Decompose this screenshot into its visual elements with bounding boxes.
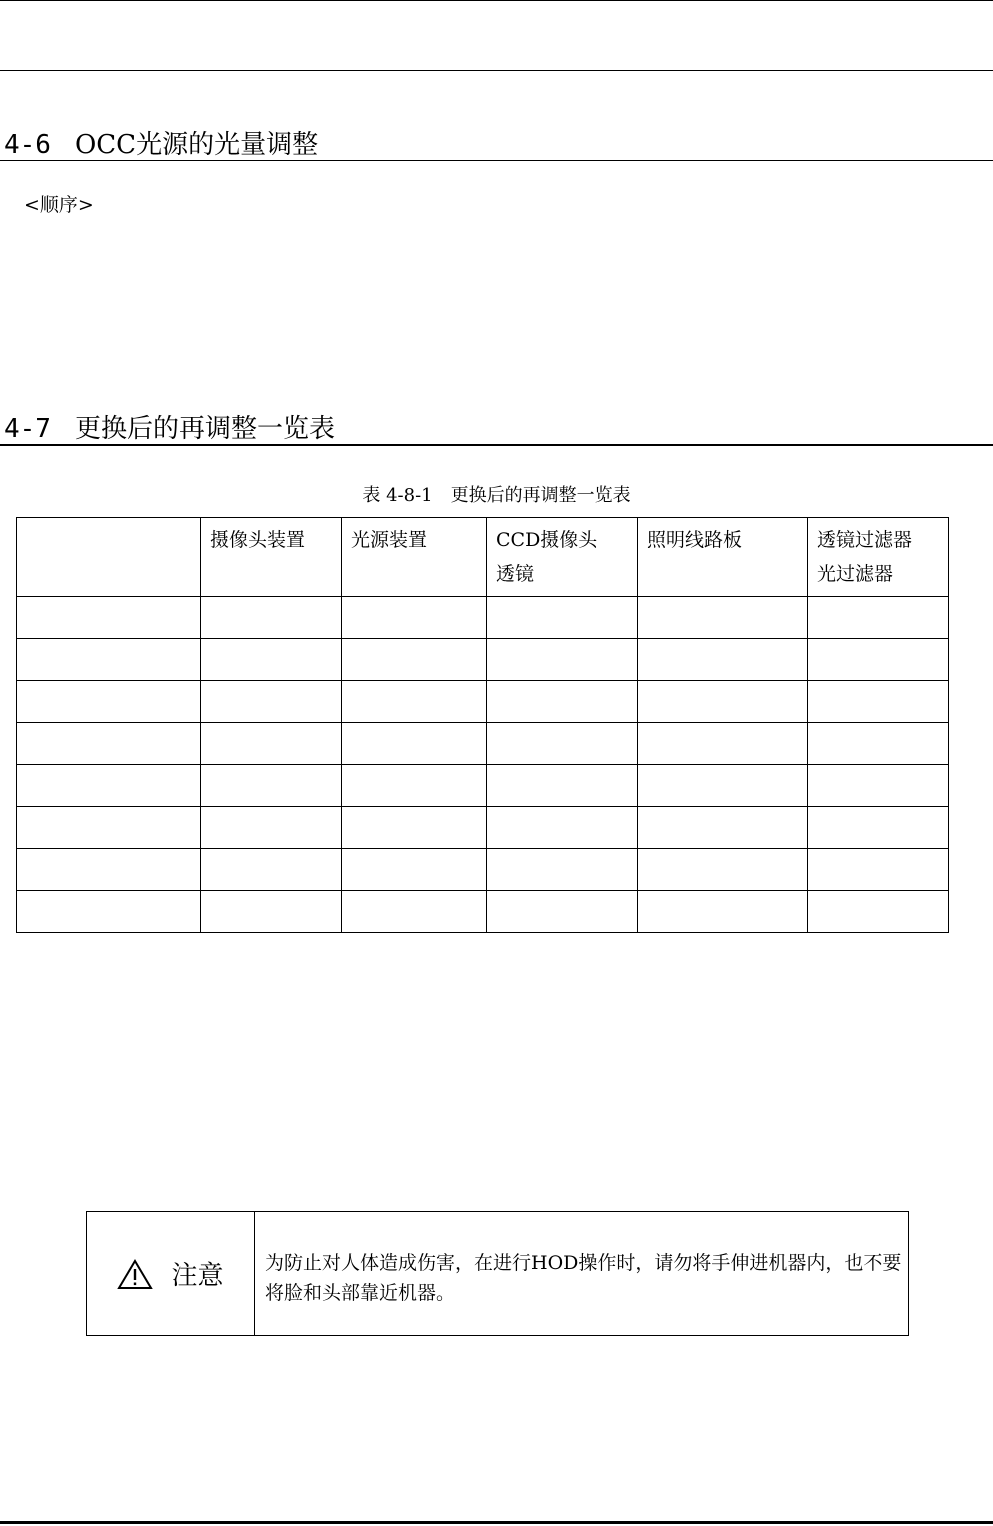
header-cell-filters bbox=[808, 518, 949, 597]
table-row bbox=[17, 681, 949, 723]
table-cell bbox=[487, 597, 638, 639]
header-label: 光过滤器 bbox=[817, 563, 894, 585]
header-cell-lighting-board bbox=[638, 518, 808, 597]
table-cell bbox=[638, 765, 808, 807]
procedure-label: <顺序> bbox=[24, 194, 94, 216]
table-cell bbox=[201, 639, 342, 681]
header-cell-camera-unit bbox=[201, 518, 342, 597]
table-cell bbox=[201, 723, 342, 765]
table-cell bbox=[487, 765, 638, 807]
table-caption: 表 4-8-1 更换后的再调整一览表 bbox=[362, 485, 631, 506]
bottom-rule bbox=[0, 1521, 993, 1524]
header-label: 透镜 bbox=[496, 563, 535, 585]
table-cell bbox=[638, 891, 808, 933]
table-cell bbox=[487, 891, 638, 933]
header-label: 光源装置 bbox=[351, 529, 428, 551]
top-rule-2 bbox=[0, 70, 993, 71]
header-label: CCD摄像头 bbox=[496, 529, 598, 551]
table-row bbox=[17, 765, 949, 807]
table-row bbox=[17, 723, 949, 765]
table-cell bbox=[201, 681, 342, 723]
table-cell bbox=[342, 807, 487, 849]
caution-text: 为防止对人体造成伤害，在进行HOD操作时，请勿将手伸进机器内，也不要将脸和头部靠近机器。 bbox=[265, 1252, 902, 1304]
table-cell bbox=[17, 807, 201, 849]
table-cell bbox=[808, 891, 949, 933]
table-cell bbox=[201, 597, 342, 639]
table-cell bbox=[17, 849, 201, 891]
table-row bbox=[17, 849, 949, 891]
table-cell bbox=[342, 891, 487, 933]
table-cell bbox=[17, 639, 201, 681]
table-cell bbox=[638, 597, 808, 639]
table-cell bbox=[201, 807, 342, 849]
header-cell-light-source bbox=[342, 518, 487, 597]
header-cell-ccd-lens bbox=[487, 518, 638, 597]
section-heading-text: OCC光源的光量调整 bbox=[74, 130, 319, 160]
table-cell bbox=[808, 723, 949, 765]
table-row bbox=[17, 891, 949, 933]
table-cell bbox=[638, 681, 808, 723]
section-title-4-6 bbox=[4, 124, 318, 161]
table-cell bbox=[487, 807, 638, 849]
header-label: 照明线路板 bbox=[647, 529, 743, 551]
table-header-row bbox=[17, 518, 949, 597]
table-cell bbox=[638, 807, 808, 849]
table-cell bbox=[17, 765, 201, 807]
table-cell bbox=[487, 639, 638, 681]
table-cell bbox=[808, 849, 949, 891]
table-cell bbox=[342, 765, 487, 807]
table-cell bbox=[808, 639, 949, 681]
table-cell bbox=[638, 639, 808, 681]
table-cell bbox=[342, 681, 487, 723]
table-cell bbox=[808, 807, 949, 849]
caution-label: 注意 bbox=[171, 1261, 224, 1291]
table-row bbox=[17, 597, 949, 639]
table-cell bbox=[342, 723, 487, 765]
section-number: 4-7 bbox=[4, 414, 51, 444]
section-rule-4-6 bbox=[0, 160, 993, 161]
table-cell bbox=[808, 597, 949, 639]
top-rule-1 bbox=[0, 0, 993, 1]
warning-triangle-icon bbox=[117, 1258, 153, 1290]
table-cell bbox=[487, 681, 638, 723]
table-cell bbox=[342, 639, 487, 681]
section-number: 4-6 bbox=[4, 130, 51, 160]
table-cell bbox=[201, 891, 342, 933]
table-row bbox=[17, 807, 949, 849]
table-cell bbox=[17, 681, 201, 723]
table-row bbox=[17, 639, 949, 681]
readjustment-table bbox=[16, 517, 949, 933]
caution-label-cell bbox=[87, 1212, 255, 1335]
table-cell bbox=[487, 849, 638, 891]
table-cell bbox=[808, 681, 949, 723]
table-cell bbox=[342, 849, 487, 891]
header-label: 透镜过滤器 bbox=[817, 529, 913, 551]
caution-notice bbox=[86, 1211, 909, 1336]
table-cell bbox=[638, 849, 808, 891]
table-cell bbox=[487, 723, 638, 765]
table-cell bbox=[201, 765, 342, 807]
table-cell bbox=[17, 723, 201, 765]
header-cell-blank bbox=[17, 518, 201, 597]
table-cell bbox=[808, 765, 949, 807]
table-cell bbox=[17, 891, 201, 933]
table-cell bbox=[17, 597, 201, 639]
section-rule-4-7 bbox=[0, 444, 993, 446]
table-cell bbox=[201, 849, 342, 891]
table-cell bbox=[638, 723, 808, 765]
table-cell bbox=[342, 597, 487, 639]
section-title-4-7 bbox=[4, 408, 335, 445]
section-heading-text: 更换后的再调整一览表 bbox=[74, 414, 335, 444]
header-label: 摄像头装置 bbox=[210, 529, 306, 551]
table-body bbox=[17, 597, 949, 933]
